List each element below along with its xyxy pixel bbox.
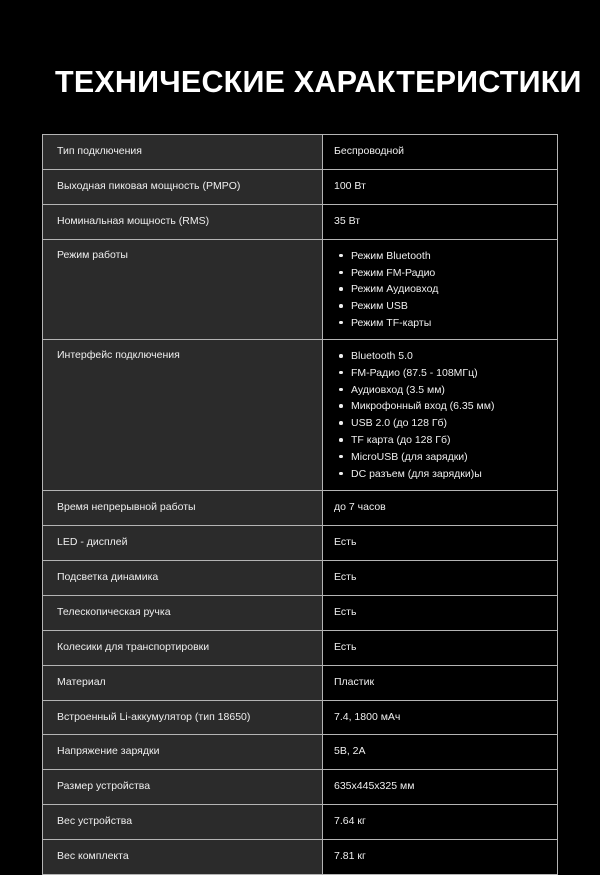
spec-label-cell: [43, 169, 323, 204]
bullet-icon: [339, 455, 343, 459]
spec-label: Подсветка динамика: [57, 570, 159, 583]
table-row: [43, 239, 558, 339]
spec-value-cell: [323, 735, 558, 770]
spec-value: Беспроводной: [334, 145, 405, 157]
spec-value: 7.4, 1800 мАч: [334, 710, 401, 723]
spec-value-cell: [323, 239, 558, 339]
spec-value-cell: [323, 340, 558, 491]
list-item: [351, 349, 557, 363]
table-row: [43, 700, 558, 735]
spec-value-cell: [323, 135, 558, 170]
table-row: [43, 665, 558, 700]
spec-label: Выходная пиковая мощность (PMPO): [57, 179, 241, 192]
list-item: [351, 416, 557, 430]
list-item-label: DC разъем (для зарядки)ы: [351, 467, 482, 480]
spec-label-cell: [43, 239, 323, 339]
bullet-icon: [339, 371, 343, 375]
bullet-icon: [339, 388, 343, 392]
list-item: [351, 316, 557, 330]
spec-label: Напряжение зарядки: [57, 745, 160, 758]
spec-label: Размер устройства: [57, 780, 151, 793]
spec-value: 5В, 2А: [334, 745, 366, 758]
spec-value-cell: [323, 805, 558, 840]
table-row: [43, 805, 558, 840]
bullet-icon: [339, 254, 343, 258]
table-row: [43, 135, 558, 170]
list-item: [351, 249, 557, 263]
list-item: [351, 299, 557, 313]
table-row: [43, 840, 558, 875]
specifications-table: [42, 134, 558, 875]
list-item-label: Режим FM-Радио: [351, 266, 436, 279]
list-item: [351, 383, 557, 397]
spec-value: Есть: [334, 570, 357, 583]
list-item-label: Режим Bluetooth: [351, 249, 431, 262]
spec-label: Встроенный Li-аккумулятор (тип 18650): [57, 710, 251, 723]
list-item-label: Режим USB: [351, 300, 408, 313]
list-item: [351, 282, 557, 296]
list-item-label: Режим Аудиовход: [351, 283, 439, 296]
spec-label-cell: [43, 340, 323, 491]
spec-value-cell: [323, 560, 558, 595]
spec-label-cell: [43, 560, 323, 595]
list-item-label: FM-Радио (87.5 - 108МГц): [351, 366, 478, 379]
bullet-icon: [339, 438, 343, 442]
spec-label-cell: [43, 490, 323, 525]
bullet-icon: [339, 421, 343, 425]
spec-value-cell: [323, 630, 558, 665]
spec-value: 7.81 кг: [334, 850, 366, 863]
table-row: [43, 560, 558, 595]
list-item-label: Bluetooth 5.0: [351, 350, 413, 363]
table-row: [43, 169, 558, 204]
table-row: [43, 525, 558, 560]
spec-label: Телескопическая ручка: [57, 605, 171, 618]
spec-label-cell: [43, 840, 323, 875]
spec-value: 7.64 кг: [334, 815, 366, 828]
spec-value-cell: [323, 595, 558, 630]
list-item-label: USB 2.0 (до 128 Гб): [351, 417, 448, 430]
spec-value: Есть: [334, 535, 357, 548]
list-item: [351, 433, 557, 447]
spec-label-cell: [43, 630, 323, 665]
page-title: ТЕХНИЧЕСКИЕ ХАРАКТЕРИСТИКИ: [55, 65, 582, 100]
list-item: [351, 366, 557, 380]
spec-label-cell: [43, 135, 323, 170]
spec-value: 35 Вт: [334, 214, 361, 227]
spec-value-cell: [323, 169, 558, 204]
table-row: [43, 490, 558, 525]
list-item-label: MicroUSB (для зарядки): [351, 450, 468, 463]
spec-label: Интерфейс подключения: [57, 349, 180, 362]
list-item-label: Микрофонный вход (6.35 мм): [351, 400, 495, 413]
table-row: [43, 630, 558, 665]
spec-label: Материал: [57, 675, 106, 688]
spec-value: до 7 часов: [334, 500, 386, 513]
spec-value-cell: [323, 525, 558, 560]
spec-label-cell: [43, 665, 323, 700]
specifications-table-body: [43, 135, 558, 875]
spec-label-cell: [43, 805, 323, 840]
spec-value: Есть: [334, 605, 357, 618]
list-item: [351, 399, 557, 413]
bullet-icon: [339, 472, 343, 476]
list-item-label: TF карта (до 128 Гб): [351, 434, 451, 447]
bullet-icon: [339, 287, 343, 291]
spec-value-cell: [323, 665, 558, 700]
spec-label-cell: [43, 525, 323, 560]
table-row: [43, 204, 558, 239]
spec-value: Есть: [334, 640, 357, 653]
spec-label: Тип подключения: [57, 145, 142, 157]
spec-label-cell: [43, 735, 323, 770]
bullet-icon: [339, 304, 343, 308]
spec-label-cell: [43, 595, 323, 630]
list-item: [351, 467, 557, 481]
bullet-icon: [339, 271, 343, 275]
spec-value-cell: [323, 700, 558, 735]
spec-value-cell: [323, 840, 558, 875]
bullet-icon: [339, 321, 343, 325]
spec-label-cell: [43, 204, 323, 239]
table-row: [43, 595, 558, 630]
spec-label-cell: [43, 700, 323, 735]
spec-label: LED - дисплей: [57, 535, 128, 548]
list-item-label: Аудиовход (3.5 мм): [351, 383, 445, 396]
spec-value: Пластик: [334, 675, 375, 688]
spec-value-list: [334, 349, 557, 481]
spec-label: Колесики для транспортировки: [57, 640, 210, 653]
bullet-icon: [339, 354, 343, 358]
spec-label: Режим работы: [57, 248, 128, 261]
spec-label: Номинальная мощность (RMS): [57, 214, 210, 227]
spec-label: Вес комплекта: [57, 850, 129, 863]
table-row: [43, 735, 558, 770]
list-item: [351, 266, 557, 280]
spec-value: 635x445x325 мм: [334, 780, 415, 793]
spec-value-list: [334, 249, 557, 330]
spec-label: Время непрерывной работы: [57, 500, 196, 513]
spec-label: Вес устройства: [57, 815, 133, 828]
bullet-icon: [339, 404, 343, 408]
spec-value: 100 Вт: [334, 179, 366, 192]
table-row: [43, 340, 558, 491]
list-item: [351, 450, 557, 464]
spec-value-cell: [323, 204, 558, 239]
list-item-label: Режим TF-карты: [351, 316, 432, 329]
spec-value-cell: [323, 490, 558, 525]
